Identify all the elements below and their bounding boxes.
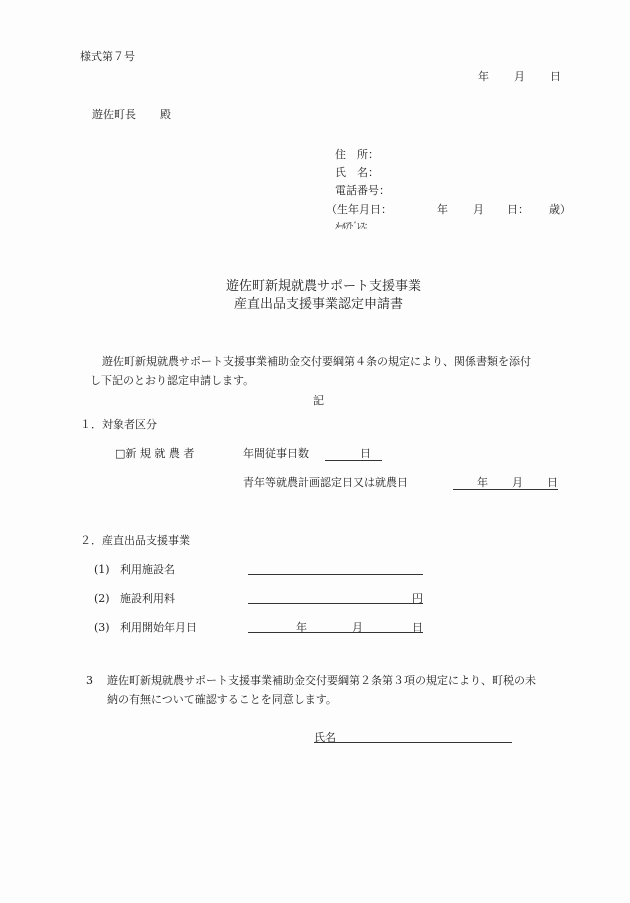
intro-line-1: 遊佐町新規就農サポート支援事業補助金交付要綱第４条の規定により、関係書類を添付 bbox=[102, 355, 531, 368]
start-year: 年 bbox=[296, 621, 307, 634]
birth-year: 年 bbox=[437, 203, 448, 216]
birth-day: 日： bbox=[507, 203, 529, 216]
plan-day: 日 bbox=[547, 476, 558, 489]
facility-name-field[interactable] bbox=[248, 574, 423, 575]
start-day: 日 bbox=[412, 621, 423, 634]
facility-name-label: 利用施設名 bbox=[120, 563, 175, 576]
ki-marker: 記 bbox=[313, 394, 324, 407]
new-farmer-checkbox[interactable]: □新 規 就 農 者 bbox=[115, 447, 195, 460]
work-days-field[interactable] bbox=[325, 460, 382, 461]
section-2-heading: ２．産直出品支援事業 bbox=[80, 534, 190, 547]
signature-field[interactable] bbox=[314, 742, 512, 743]
title-line-1: 遊佐町新規就農サポート支援事業 bbox=[226, 279, 422, 294]
start-date-field[interactable] bbox=[248, 632, 423, 633]
signature-label: 氏名 bbox=[314, 731, 336, 744]
birth-label: （生年月日： bbox=[326, 203, 392, 216]
start-month: 月 bbox=[352, 621, 363, 634]
work-days-unit: 日 bbox=[360, 447, 371, 460]
age: 歳） bbox=[549, 203, 571, 216]
facility-fee-field[interactable] bbox=[248, 603, 423, 604]
date-year: 年 bbox=[478, 70, 489, 83]
date-month: 月 bbox=[514, 70, 525, 83]
section-3-line-1: 遊佐町新規就農サポート支援事業補助金交付要綱第２条第３項の規定により、町税の未 bbox=[107, 674, 536, 687]
plan-month: 月 bbox=[512, 476, 523, 489]
form-number: 様式第７号 bbox=[80, 50, 135, 63]
section-1-heading: １．対象者区分 bbox=[80, 418, 157, 431]
plan-year: 年 bbox=[477, 476, 488, 489]
facility-fee-unit: 円 bbox=[412, 592, 423, 605]
section-3-line-2: 納の有無について確認することを同意します。 bbox=[107, 693, 337, 706]
start-date-label: 利用開始年月日 bbox=[120, 621, 197, 634]
date-day: 日 bbox=[550, 70, 561, 83]
plan-date-label: 青年等就農計画認定日又は就農日 bbox=[243, 476, 408, 489]
title-line-2: 産直出品支援事業認定申請書 bbox=[234, 297, 404, 312]
address-label: 住 所： bbox=[335, 148, 379, 161]
item-number: (1) bbox=[94, 563, 110, 576]
facility-fee-label: 施設利用料 bbox=[120, 592, 175, 605]
work-days-label: 年間従事日数 bbox=[243, 447, 309, 460]
section-3-number: 3 bbox=[86, 674, 93, 687]
name-label: 氏 名： bbox=[335, 166, 379, 179]
birth-month: 月 bbox=[473, 203, 484, 216]
item-number: (3) bbox=[94, 621, 110, 634]
intro-line-2: し下記のとおり認定申請します。 bbox=[90, 374, 255, 387]
item-number: (2) bbox=[94, 592, 110, 605]
addressee-honorific: 殿 bbox=[160, 108, 171, 121]
addressee-name: 遊佐町長 bbox=[92, 108, 136, 121]
plan-date-field[interactable] bbox=[453, 489, 558, 490]
email-label: ﾒｰﾙｱﾄﾞﾚｽ： bbox=[335, 222, 373, 232]
phone-label: 電話番号： bbox=[335, 184, 390, 197]
